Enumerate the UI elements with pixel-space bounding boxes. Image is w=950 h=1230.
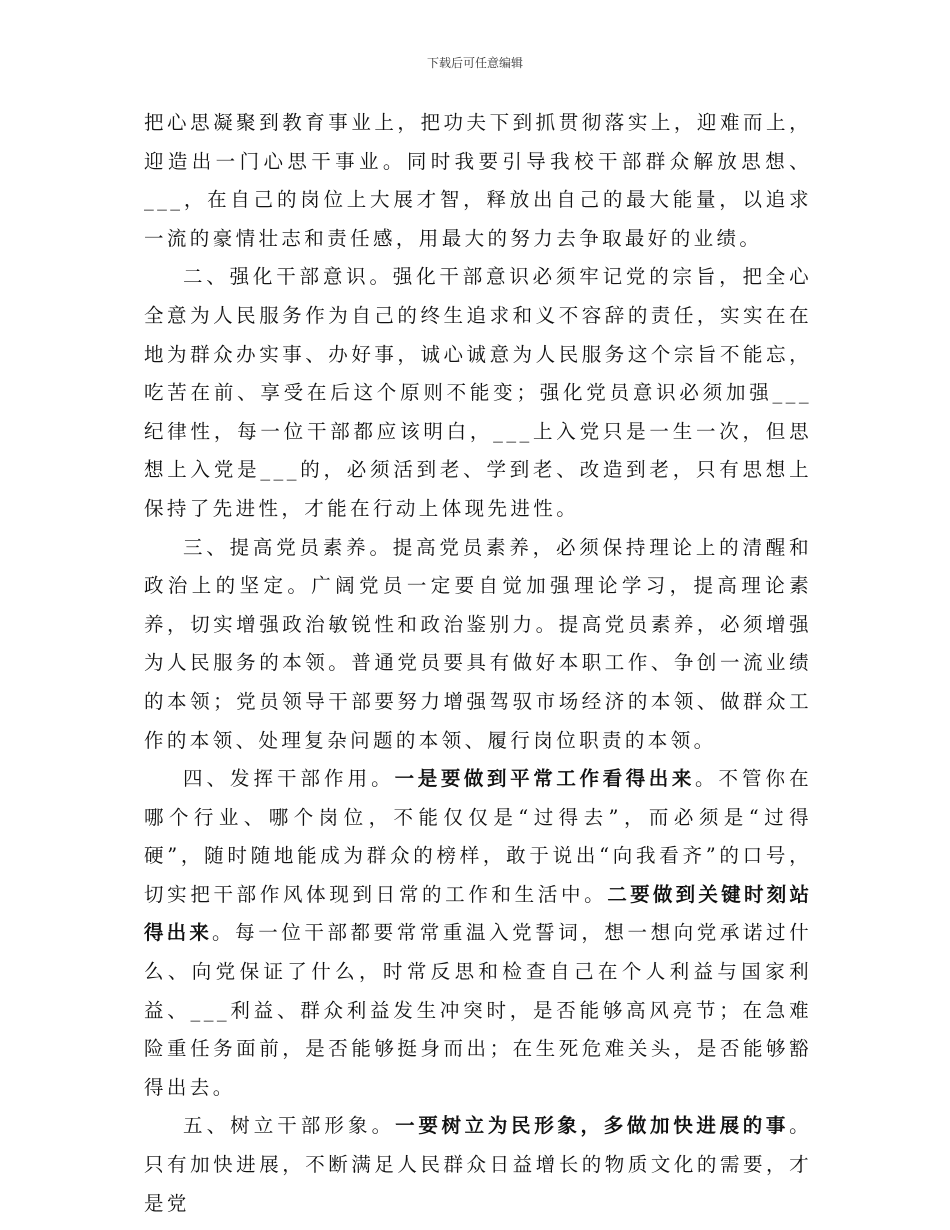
paragraph-text: 。不管你在哪个行业、哪个岗位，不能仅仅是“过得去”，而必须是“过得硬”，随时随地能成为群众的榜样，敢于说出“向我看齐”的口号，切实把干部作风体现到日常的工作和生活中。 <box>144 767 812 906</box>
bold-emphasis: 二要做到关键时刻站得出来 <box>144 882 812 945</box>
paragraph-3 <box>144 529 812 761</box>
paragraph-text: 四、发挥干部作用。 <box>183 767 395 791</box>
paragraph-1 <box>144 104 812 258</box>
bold-emphasis: 一要树立为民形象，多做加快进展的事 <box>395 1114 790 1138</box>
paragraph-text: 二、强化干部意识。强化干部意识必须牢记党的宗旨，把全心全意为人民服务作为自己的终生追求和义不容辞的责任，实实在在地为群众办实事、办好事，诚心诚意为人民服务这个宗旨不能忘，吃苦在前、享受在后这个原则不能变；强化党员意识必须加强___纪律性，每一位干部都应该明白，___上入党只是一生一次，但思想上入党是___的，必须活到老、学到老、改造到老，只有思想上保持了先进性，才能在行动上体现先进性。 <box>144 265 812 520</box>
paragraph-text: 五、树立干部形象。 <box>183 1114 396 1138</box>
paragraph-text: 把心思凝聚到教育事业上，把功夫下到抓贯彻落实上，迎难而上，迎造出一门心思干事业。同时我要引导我校干部群众解放思想、___，在自己的岗位上大展才智，释放出自己的最大能量，以追求一流的豪情壮志和责任感，用最大的努力去争取最好的业绩。 <box>144 111 812 250</box>
paragraph-text: 三、提高党员素养。提高党员素养，必须保持理论上的清醒和政治上的坚定。广阔党员一定要自觉加强理论学习，提高理论素养，切实增强政治敏锐性和政治鉴别力。提高党员素养，必须增强为人民服务的本领。普通党员要具有做好本职工作、争创一流业绩的本领；党员领导干部要努力增强驾驭市场经济的本领、做群众工作的本领、处理复杂问题的本领、履行岗位职责的本领。 <box>144 535 812 752</box>
paragraph-2 <box>144 258 812 528</box>
page-header: 下载后可任意编辑 <box>426 56 523 70</box>
document-body <box>144 104 812 1223</box>
paragraph-text: 。每一位干部都要常常重温入党誓词，想一想向党承诺过什么、向党保证了什么，时常反思和检查自己在个人利益与国家利益、___利益、群众利益发生冲突时，是否能够高风亮节；在急难险重任务面前，是否能够挺身而出；在生死危难关头，是否能够豁得出去。 <box>144 921 812 1099</box>
paragraph-4 <box>144 760 812 1107</box>
paragraph-5 <box>144 1107 812 1223</box>
bold-emphasis: 一是要做到平常工作看得出来 <box>394 767 696 791</box>
paragraph-text: 。只有加快进展，不断满足人民群众日益增长的物质文化的需要，才是党 <box>144 1114 812 1215</box>
